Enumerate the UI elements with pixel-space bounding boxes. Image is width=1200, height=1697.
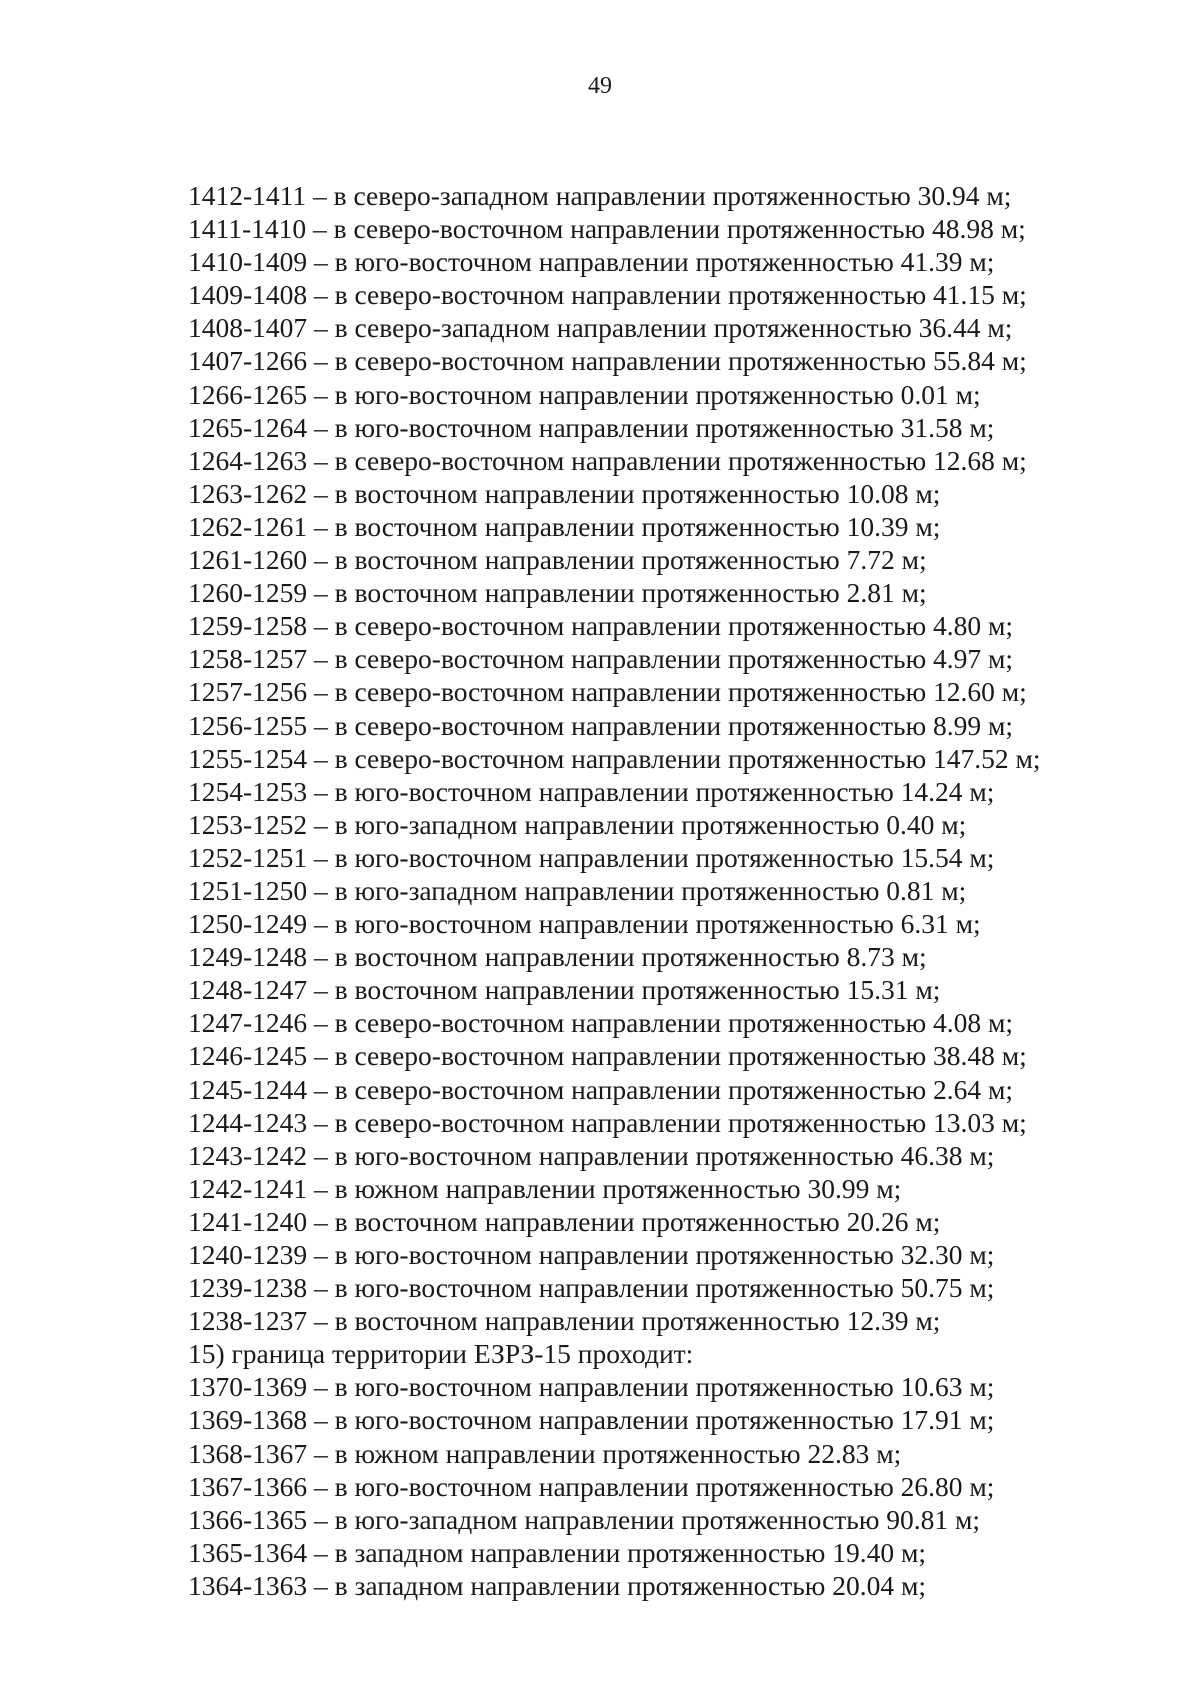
boundary-segment-line: 1408-1407 – в северо-западном направлении протяженностью 36.44 м; <box>188 312 1013 344</box>
boundary-segment-line: 1248-1247 – в восточном направлении протяженностью 15.31 м; <box>188 974 941 1006</box>
boundary-segment-line: 1256-1255 – в северо-восточном направлении протяженностью 8.99 м; <box>188 709 1014 741</box>
boundary-segment-line: 1410-1409 – в юго-восточном направлении протяженностью 41.39 м; <box>188 246 995 278</box>
boundary-segment-line: 1245-1244 – в северо-восточном направлении протяженностью 2.64 м; <box>188 1073 1014 1105</box>
boundary-segment-line: 1260-1259 – в восточном направлении протяженностью 2.81 м; <box>188 577 927 609</box>
boundary-segment-line: 1241-1240 – в восточном направлении протяженностью 20.26 м; <box>188 1205 941 1237</box>
boundary-segment-line: 1238-1237 – в восточном направлении протяженностью 12.39 м; <box>188 1305 941 1337</box>
boundary-segment-line: 1247-1246 – в северо-восточном направлении протяженностью 4.08 м; <box>188 1007 1014 1039</box>
boundary-segment-line: 1266-1265 – в юго-восточном направлении протяженностью 0.01 м; <box>188 378 981 410</box>
boundary-segment-line: 1249-1248 – в восточном направлении протяженностью 8.73 м; <box>188 941 927 973</box>
boundary-segment-line: 1242-1241 – в южном направлении протяженностью 30.99 м; <box>188 1172 902 1204</box>
boundary-segment-line: 1250-1249 – в юго-восточном направлении протяженностью 6.31 м; <box>188 908 981 940</box>
boundary-segment-line: 1263-1262 – в восточном направлении протяженностью 10.08 м; <box>188 477 941 509</box>
boundary-segment-line: 1259-1258 – в северо-восточном направлении протяженностью 4.80 м; <box>188 610 1014 642</box>
boundary-segment-line: 1244-1243 – в северо-восточном направлении протяженностью 13.03 м; <box>188 1106 1027 1138</box>
boundary-segment-line: 1412-1411 – в северо-западном направлении протяженностью 30.94 м; <box>188 180 1012 211</box>
boundary-segment-line: 1240-1239 – в юго-восточном направлении протяженностью 32.30 м; <box>188 1239 995 1270</box>
section-heading: 15) граница территории ЕЗРЗ-15 проходит: <box>188 1338 694 1370</box>
boundary-segment-line: 1243-1242 – в юго-восточном направлении протяженностью 46.38 м; <box>188 1139 995 1171</box>
boundary-segment-line: 1252-1251 – в юго-восточном направлении протяженностью 15.54 м; <box>188 841 995 873</box>
boundary-segment-line: 1251-1250 – в юго-западном направлении протяженностью 0.81 м; <box>188 874 967 906</box>
boundary-segment-line: 1364-1363 – в западном направлении протяженностью 20.04 м; <box>188 1569 927 1601</box>
boundary-segment-line: 1254-1253 – в юго-восточном направлении протяженностью 14.24 м; <box>188 775 995 807</box>
boundary-segment-line: 1246-1245 – в северо-восточном направлении протяженностью 38.48 м; <box>188 1040 1027 1072</box>
boundary-segment-line: 1239-1238 – в юго-восточном направлении протяженностью 50.75 м; <box>188 1272 995 1304</box>
boundary-segment-line: 1261-1260 – в восточном направлении протяженностью 7.72 м; <box>188 544 927 576</box>
boundary-segment-line: 1258-1257 – в северо-восточном направлении протяженностью 4.97 м; <box>188 643 1014 675</box>
document-body <box>188 179 1168 1602</box>
boundary-segment-line: 1257-1256 – в северо-восточном направлении протяженностью 12.60 м; <box>188 676 1027 708</box>
boundary-segment-line: 1264-1263 – в северо-восточном направлении протяженностью 12.68 м; <box>188 444 1027 476</box>
boundary-segment-line: 1366-1365 – в юго-западном направлении протяженностью 90.81 м; <box>188 1503 981 1535</box>
boundary-segment-line: 1367-1366 – в юго-восточном направлении протяженностью 26.80 м; <box>188 1470 995 1502</box>
boundary-segment-line: 1407-1266 – в северо-восточном направлении протяженностью 55.84 м; <box>188 345 1027 377</box>
page-number: 49 <box>588 73 612 99</box>
boundary-segment-line: 1369-1368 – в юго-восточном направлении протяженностью 17.91 м; <box>188 1404 995 1436</box>
boundary-segment-line: 1409-1408 – в северо-восточном направлении протяженностью 41.15 м; <box>188 279 1027 311</box>
boundary-segment-line: 1255-1254 – в северо-восточном направлении протяженностью 147.52 м; <box>188 742 1041 774</box>
boundary-segment-line: 1262-1261 – в восточном направлении протяженностью 10.39 м; <box>188 510 941 542</box>
boundary-segment-line: 1411-1410 – в северо-восточном направлении протяженностью 48.98 м; <box>188 213 1026 245</box>
boundary-segment-line: 1265-1264 – в юго-восточном направлении протяженностью 31.58 м; <box>188 411 995 443</box>
boundary-segment-line: 1365-1364 – в западном направлении протяженностью 19.40 м; <box>188 1536 927 1568</box>
boundary-segment-line: 1370-1369 – в юго-восточном направлении протяженностью 10.63 м; <box>188 1371 995 1403</box>
boundary-segment-line: 1253-1252 – в юго-западном направлении протяженностью 0.40 м; <box>188 808 967 840</box>
boundary-segment-line: 1368-1367 – в южном направлении протяженностью 22.83 м; <box>188 1437 902 1469</box>
